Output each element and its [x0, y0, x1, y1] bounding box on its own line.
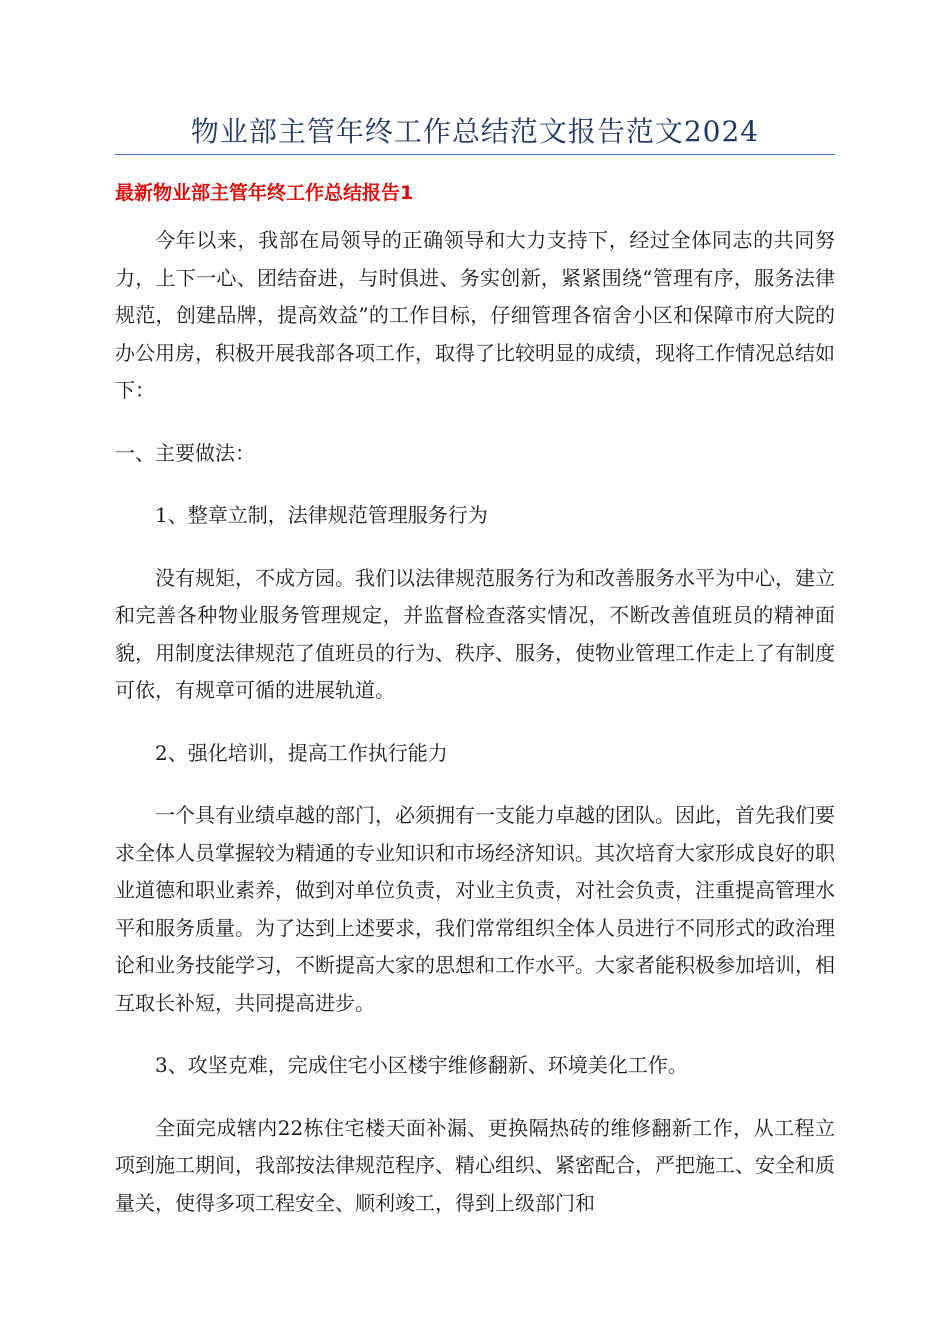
section-heading: 最新物业部主管年终工作总结报告1	[115, 182, 414, 204]
paragraph-rules: 没有规矩，不成方园。我们以法律规范服务行为和改善服务水平为中心，建立和完善各种物业服务管理规定，并监督检查落实情况，不断改善值班员的精神面貌，用制度法律规范了值班员的行为、秩序、服务，使物业管理工作走上了有制度可依，有规章可循的进展轨道。	[115, 565, 835, 702]
subheading-training: 2、强化培训，提高工作执行能力	[155, 740, 448, 765]
document-body	[115, 222, 835, 1222]
paragraph-intro: 今年以来，我部在局领导的正确领导和大力支持下，经过全体同志的共同努力，上下一心、团结奋进，与时俱进、务实创新，紧紧围绕“管理有序，服务法律规范，创建品牌，提高效益”的工作目标，仔细管理各宿舍小区和保障市府大院的办公用房，积极开展我部各项工作，取得了比较明显的成绩，现将工作情况总结如下：	[115, 228, 835, 402]
title-divider	[115, 154, 835, 155]
paragraph-training: 一个具有业绩卓越的部门，必须拥有一支能力卓越的团队。因此，首先我们要求全体人员掌握较为精通的专业知识和市场经济知识。其次培育大家形成良好的职业道德和职业素养，做到对单位负责，对业主负责，对社会负责，注重提高管理水平和服务质量。为了达到上述要求，我们常常组织全体人员进行不同形式的政治理论和业务技能学习，不断提高大家的思想和工作水平。大家者能积极参加培训，相互取长补短，共同提高进步。	[115, 803, 835, 1015]
subheading-renovation: 3、攻坚克难，完成住宅小区楼宇维修翻新、环境美化工作。	[155, 1053, 688, 1077]
paragraph-renovation: 全面完成辖内22栋住宅楼天面补漏、更换隔热砖的维修翻新工作，从工程立项到施工期间，我部按法律规范程序、精心组织、紧密配合，严把施工、安全和质量关，使得多项工程安全、顺利竣工，得到上级部门和	[115, 1115, 835, 1215]
heading-main-practices: 一、主要做法：	[115, 440, 255, 465]
subheading-rules: 1、整章立制，法律规范管理服务行为	[155, 503, 488, 527]
document-title: 物业部主管年终工作总结范文报告范文2024	[190, 115, 760, 148]
